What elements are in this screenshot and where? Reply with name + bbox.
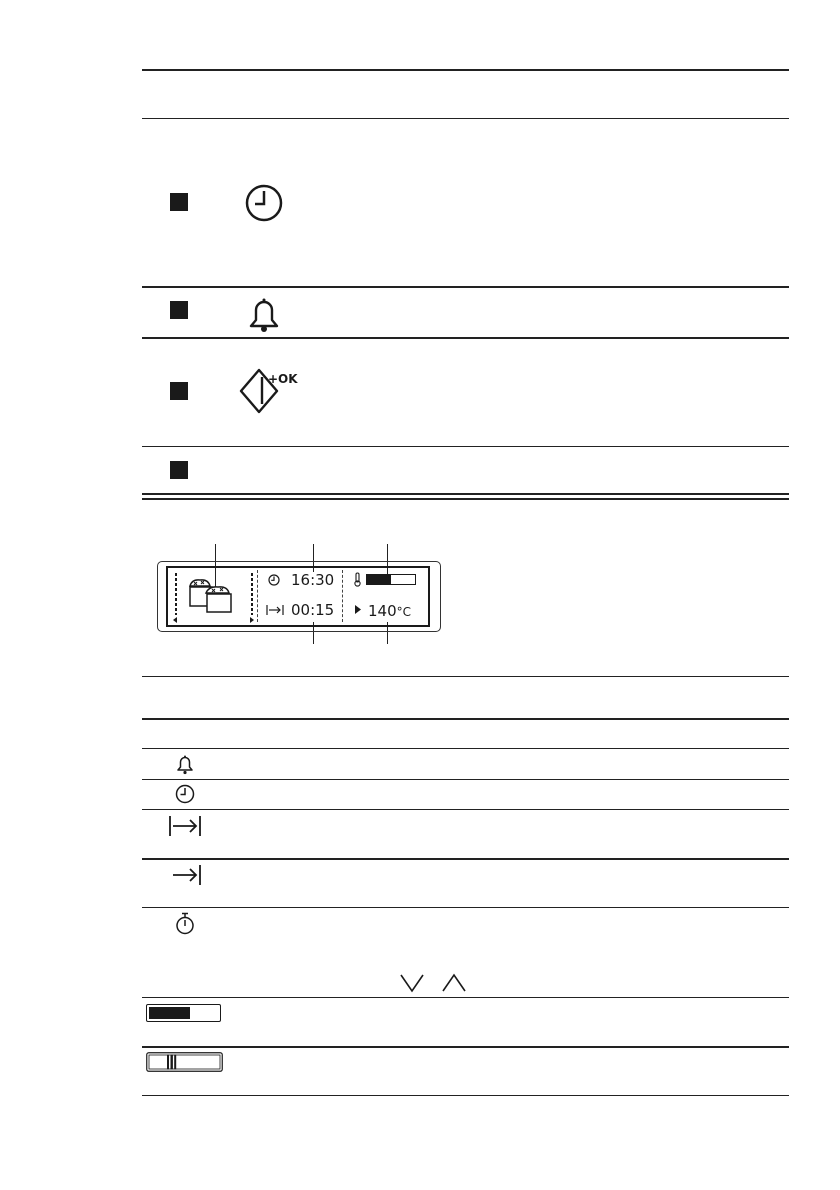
stopwatch-icon	[175, 912, 195, 936]
chevron-down-icon	[399, 973, 425, 993]
ok-label: +OK	[268, 372, 298, 386]
clock-icon	[175, 784, 195, 804]
display-time: 16:30	[291, 571, 335, 589]
row-divider	[142, 997, 789, 998]
display-duration: 00:15	[291, 601, 335, 619]
duration-icon	[168, 815, 202, 837]
table-header-divider	[142, 118, 789, 119]
row-divider	[142, 286, 789, 288]
food-icon	[170, 570, 256, 624]
heat-level-bar	[366, 574, 416, 585]
thermometer-icon	[353, 572, 362, 587]
duration-icon	[266, 604, 284, 616]
clock-icon	[244, 183, 284, 223]
table-bottom-border	[142, 1095, 789, 1096]
row-divider	[142, 779, 789, 780]
row-divider	[142, 1046, 789, 1048]
chevron-up-icon	[441, 973, 467, 993]
play-triangle-icon	[355, 605, 361, 614]
table-bottom-border-double	[142, 498, 789, 500]
display-temperature	[368, 602, 411, 620]
table-top-border	[142, 718, 789, 720]
table-top-border	[142, 69, 789, 71]
table-bottom-border	[142, 493, 789, 495]
row-marker	[170, 382, 188, 400]
temperature-unit: °C	[396, 605, 412, 619]
display-separator	[342, 570, 343, 622]
row-divider	[142, 446, 789, 447]
ok-confirm-icon	[238, 368, 302, 414]
section-divider	[142, 676, 789, 677]
end-time-icon	[172, 864, 202, 886]
row-divider	[142, 809, 789, 810]
row-divider	[142, 858, 789, 860]
heat-level-fill	[367, 575, 391, 584]
heatup-bar-fill	[149, 1007, 190, 1019]
row-marker	[170, 461, 188, 479]
row-divider	[142, 907, 789, 908]
display-separator	[257, 570, 258, 622]
temperature-value: 140	[368, 602, 397, 620]
bell-icon	[245, 293, 283, 333]
table-header-divider	[142, 748, 789, 749]
row-marker	[170, 301, 188, 319]
row-divider	[142, 337, 789, 339]
bell-icon	[175, 753, 195, 775]
heatup-bar-icon	[146, 1004, 221, 1022]
row-marker	[170, 193, 188, 211]
clock-icon	[268, 574, 280, 586]
residual-heat-bar-icon	[146, 1052, 223, 1072]
